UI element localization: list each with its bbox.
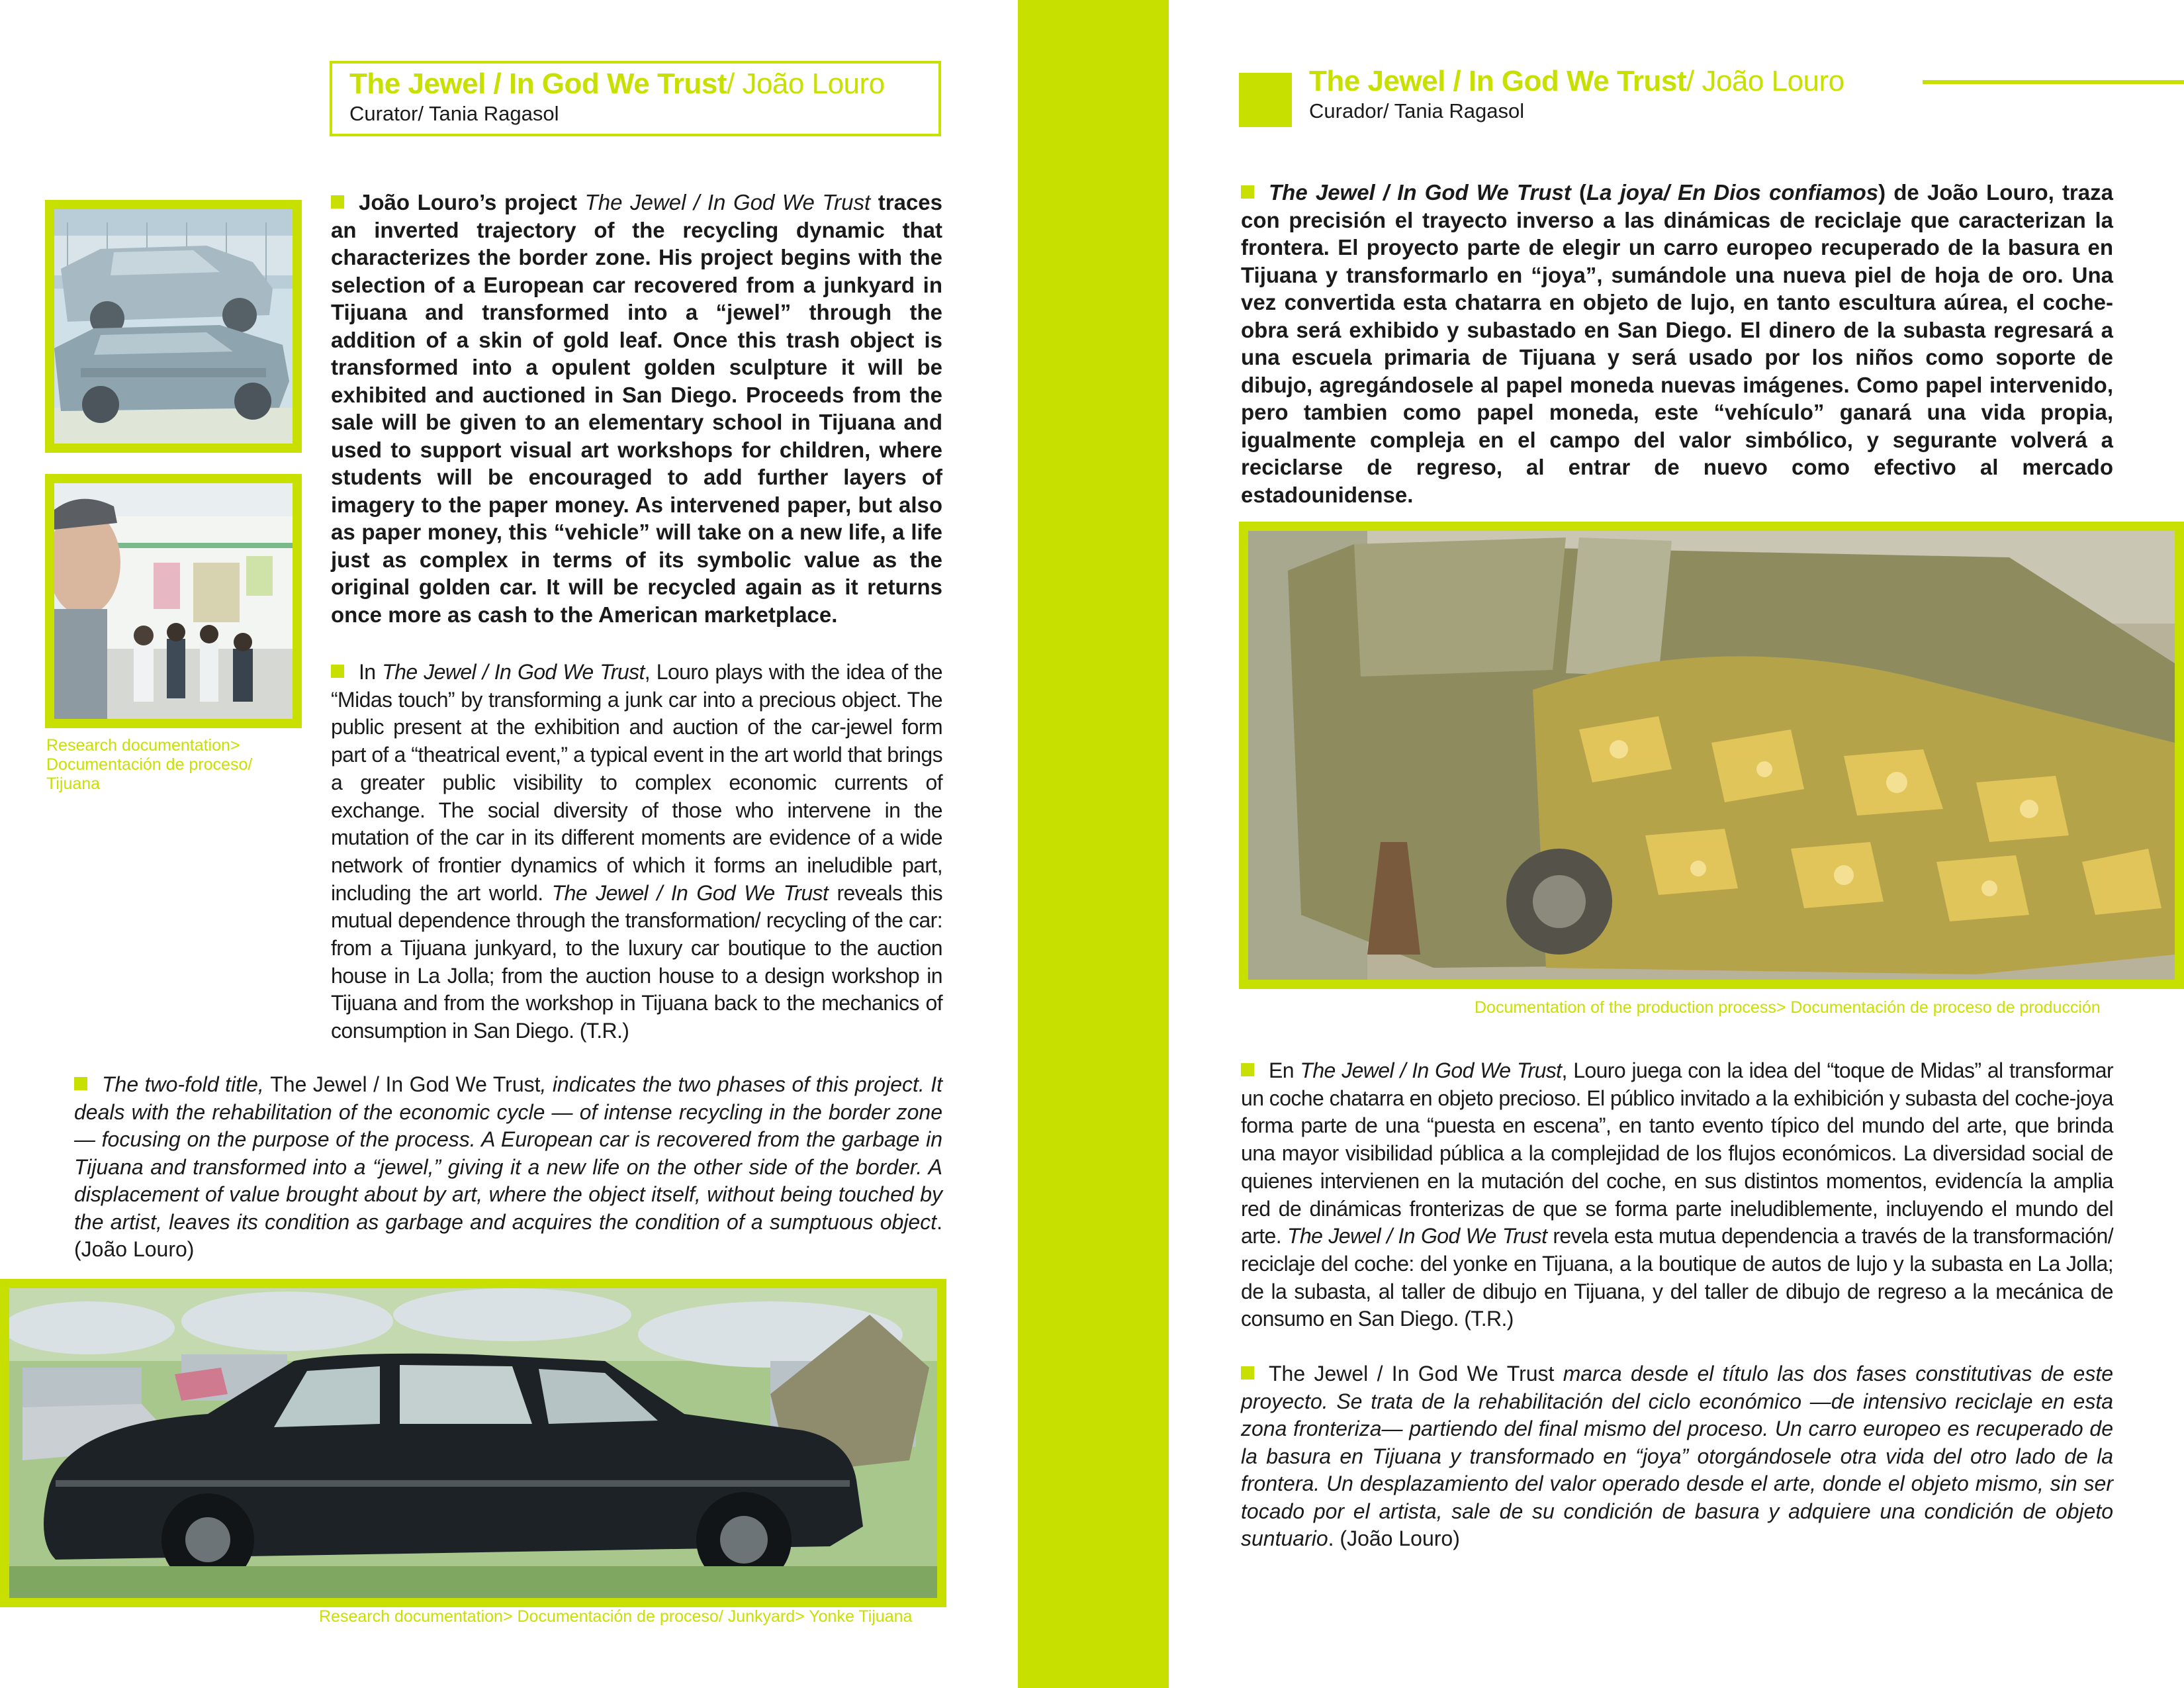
left-subtitle: Curator/ Tania Ragasol: [349, 102, 559, 125]
left-paragraph-2: In The Jewel / In God We Trust, Louro plays with the idea of the “Midas touch” by transforming a junk car into a precious object. The public present at the exhibition and auction of the car-jewel form part of a “theatrical event,” a typical event in the art world that brings a greater public visibility to complex economic currents of exchange. The social diversity of those who intervene in the mutation of the car in its different moments are evidence of a wide network of frontier dynamics of which it forms an ineludible part, including the art world. The Jewel / In God We Trust reveals this mutual dependence through the transformation/ recycling of the car: from a Tijuana junkyard, to the luxury car boutique to the auction house in La Jolla; from the auction house to a design workshop in Tijuana and from the workshop in Tijuana back to the mechanics of consumption in San Diego. (T.R.): [331, 660, 942, 1043]
left-paragraph-3: The two-fold title, The Jewel / In God We Trust, indicates the two phases of this project. It deals with the rehabilitation of the economic cycle — of intense recycling in the border zone — focusing on the purpose of the process. A European car is recovered from the garbage in Tijuana and transformed into a “jewel,” giving it a new life on the other side of the border. A displacement of value brought about by art, where the object itself, without being touched by the artist, leaves its condition as garbage and acquires the condition of a sumptuous object. (João Louro): [74, 1072, 942, 1261]
center-spine-band: [1018, 0, 1169, 1688]
bullet-square-icon: [331, 665, 344, 678]
right-caption-production: Documentation of the production process> Documentación de proceso de producción: [1475, 998, 2101, 1017]
right-paragraph-3: The Jewel / In God We Trust marca desde el título las dos fases constitutivas de este proyecto. Se trata de la rehabilitación del ciclo económico —de intensivo reciclaje en esta zona fronteriza— partiendo del final mismo del proceso. Un carro europeo es recuperado de la basura en Tijuana y transformado en “joya” otorgándosele otra vida del otro lado de la frontera. Un desplazamiento del valor operado desde el arte, donde el objeto mismo, sin ser tocado por el artista, sale de su condición de basura y adquiere una condición de objeto suntuario. (João Louro): [1241, 1362, 2114, 1550]
left-caption-junkyard: Research documentation> Documentación de proceso/ Junkyard> Yonke Tijuana: [319, 1607, 913, 1626]
bullet-square-icon: [331, 195, 344, 209]
photo-junkyard-car: [0, 1279, 946, 1607]
left-caption-research: Research documentation> Documentación de proceso/ Tijuana: [46, 736, 253, 793]
right-paragraph-2: En The Jewel / In God We Trust, Louro juega con la idea del “toque de Midas” al transformar un coche chatarra en objeto precioso. El público invitado a la exhibición y subasta del coche-joya forma parte de una “puesta en escena”, en tanto evento típico del mundo del arte, que brinda una mayor visibilidad pública a la complejidad de los flujos económicos. La diversidad social de quienes intervienen en la mutación del coche, en sus distintos momentos, evidencía la amplia red de dinámicas fronterizas de que se forma parte ineludiblemente, incluyendo el mundo del arte. The Jewel / In God We Trust revela esta mutua dependencia a través de la transformación/ reciclaje del coche: del yonke en Tijuana, a la boutique de autos de lujo y la subasta en La Jolla; de la subasta, al taller de dibujo en Tijuana, y del taller de dibujo de regreso a la mecánica de consumo en San Diego. (T.R.): [1241, 1058, 2114, 1331]
right-header: [1309, 65, 1905, 123]
left-header-box: [330, 61, 941, 136]
bullet-square-icon: [1241, 1366, 1254, 1380]
photo-gold-car: [1239, 522, 2184, 989]
left-paragraph-1: João Louro’s project The Jewel / In God We Trust traces an inverted trajectory of the recycling dynamic that characterizes the border zone. His project begins with the selection of a European car recovered from a junkyard in Tijuana and transformed into a “jewel” through the addition of a skin of gold leaf. Once this trash object is transformed into a opulent golden sculpture it will be exhibited and auctioned in San Diego. Proceeds from the sale will be given to an elementary school in Tijuana and used to support visual art workshops for children, where students will be encouraged to add further layers of imagery to the paper money. As intervened paper, but also as paper money, this “vehicle” will take on a new life, a life just as complex in terms of its symbolic value as the original golden car. It will be recycled again as it returns once more as cash to the American marketplace.: [331, 190, 942, 627]
photo-classroom: [45, 474, 302, 728]
left-title: The Jewel / In God We Trust/ João Louro: [349, 68, 885, 100]
bullet-square-icon: [1241, 185, 1254, 199]
right-title: The Jewel / In God We Trust/ João Louro: [1309, 65, 1844, 97]
right-header-rule: [1923, 80, 2184, 84]
right-subtitle: Curador/ Tania Ragasol: [1309, 99, 1525, 122]
right-paragraph-1: The Jewel / In God We Trust (La joya/ En Dios confiamos) de João Louro, traza con precisión el trayecto inverso a las dinámicas de reciclaje que caracterizan la frontera. El proyecto parte de elegir un carro europeo recuperado de la basura en Tijuana y transformarlo en “joya”, sumándole una nueva piel de hoja de oro. Una vez convertida esta chatarra en objeto de lujo, en tanto escultura aúrea, el coche-obra será exhibido y subastado en San Diego. El dinero de la subasta regresará a una escuela primaria de Tijuana y será usado por los niños como soporte de dibujo, agregándosele al papel moneda nuevas imágenes. Como papel intervenido, pero tambien como papel moneda, este “vehículo” ganará una vida propia, igualmente compleja en el campo del valor simbólico, y segurante volverá a reciclarse de regreso, al entrar de nuevo como efectivo al mercado estadounidense.: [1241, 180, 2113, 507]
bullet-square-icon: [74, 1077, 87, 1090]
bullet-square-icon: [1241, 1063, 1254, 1076]
right-header-square: [1239, 73, 1292, 127]
photo-stacked-cars: [45, 200, 302, 453]
